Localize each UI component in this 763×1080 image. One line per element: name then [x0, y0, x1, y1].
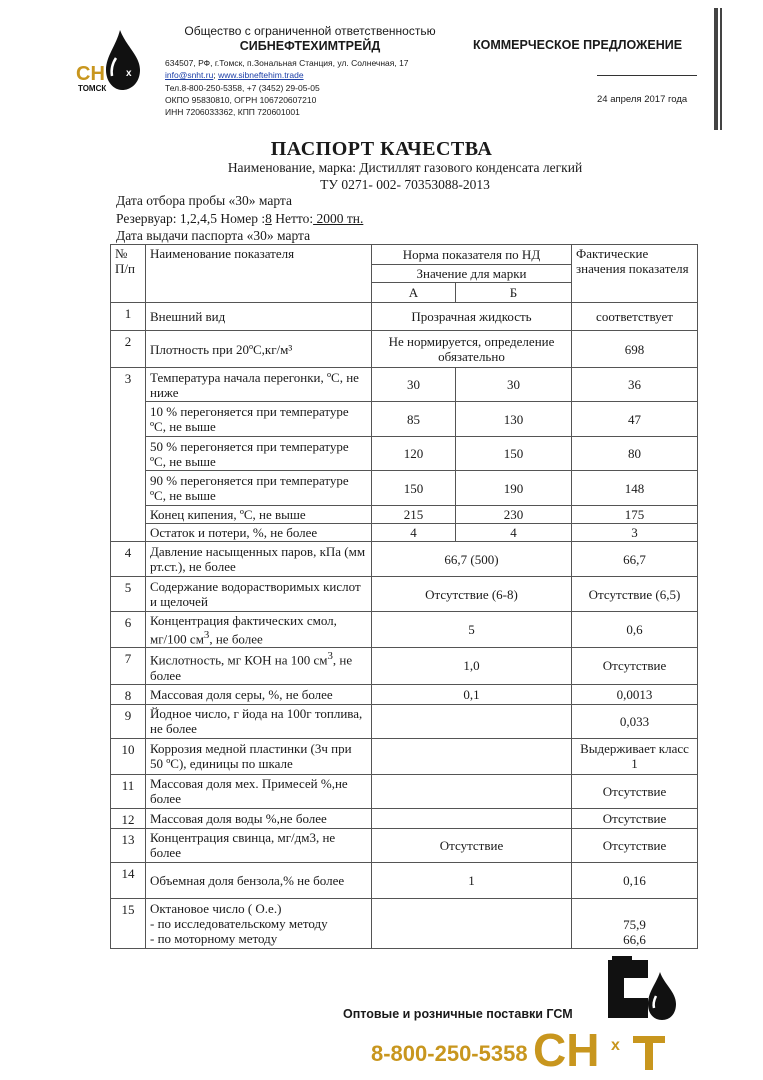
netto-label: Нетто:: [271, 211, 314, 226]
row-fact: 3: [572, 524, 698, 542]
row-norm: Прозрачная жидкость: [372, 303, 572, 331]
company-contacts-line: [165, 70, 304, 81]
row-name: Йодное число, г йода на 100г топлива, не более: [146, 704, 372, 738]
row-name: Массовая доля серы, %, не более: [146, 684, 372, 704]
row-value-a: 4: [372, 524, 456, 542]
row-norm: 1: [372, 862, 572, 898]
row-fact-research: 75,9: [623, 916, 646, 932]
table-row: [111, 577, 698, 612]
row-fact-motor: 66,6: [623, 931, 646, 947]
header-norm: Норма показателя по НД: [372, 245, 572, 265]
row-fact: Отсутствие (6,5): [572, 577, 698, 612]
row-name: [146, 612, 372, 648]
row-fact: Отсутствие: [572, 808, 698, 828]
row-name-text: Концентрация фактических смол, мг/100 см: [150, 613, 337, 647]
row-name: Массовая доля мех. Примесей %,не более: [146, 774, 372, 808]
row-name: Конец кипения, ºС, не выше: [146, 506, 372, 524]
footer-brand-letters: CH: [533, 1024, 600, 1074]
oil-drop-icon: [106, 30, 140, 90]
row-value-a: 85: [372, 402, 456, 437]
table-row: [111, 524, 698, 542]
sample-date: Дата отбора пробы «30» марта: [116, 193, 292, 208]
row-name-superscript: 3: [203, 629, 210, 641]
table-row: [111, 542, 698, 577]
row-norm: [372, 898, 572, 948]
header-grade-a: А: [372, 283, 456, 303]
table-row: [111, 862, 698, 898]
row-num: 13: [111, 828, 146, 862]
row-value-b: 230: [456, 506, 572, 524]
offer-number-line: [597, 75, 697, 76]
header-name: Наименование показателя: [146, 245, 372, 303]
tank-line: [116, 211, 363, 227]
email-link[interactable]: info@snht.ru: [165, 70, 214, 80]
product-tu: ТУ 0271- 002- 70353088-2013: [320, 177, 490, 192]
row-sub-research: - по исследовательскому методу: [150, 915, 328, 931]
footer-brand-logo: [533, 1022, 673, 1074]
row-name: Концентрация свинца, мг/дм3, не более: [146, 828, 372, 862]
row-sub-motor: - по моторному методу: [150, 930, 278, 946]
table-row: [111, 898, 698, 948]
row-name: Объемная доля бензола,% не более: [146, 862, 372, 898]
row-norm: [372, 704, 572, 738]
svg-text:х: х: [611, 1037, 620, 1054]
row-norm: 66,7 (500): [372, 542, 572, 577]
header-fact: Фактические значения показателя: [572, 245, 698, 303]
row-norm: [372, 738, 572, 774]
row-fact: 0,033: [572, 704, 698, 738]
row-value-b: 130: [456, 402, 572, 437]
company-brand: СИБНЕФТЕХИМТРЕЙД: [239, 39, 381, 53]
row-norm: [372, 808, 572, 828]
table-row: [111, 704, 698, 738]
row-fact: [572, 898, 698, 948]
row-name-text: Октановое число ( О.е.): [150, 900, 282, 916]
quality-table: [110, 244, 698, 949]
row-fact: 0,0013: [572, 684, 698, 704]
company-legal-form: Общество с ограниченной ответственностью: [184, 24, 436, 38]
row-name: Остаток и потери, %, не более: [146, 524, 372, 542]
table-row: [111, 648, 698, 684]
row-fact: 175: [572, 506, 698, 524]
issue-date: Дата выдачи паспорта «30» марта: [116, 228, 311, 243]
row-fact: Выдерживает класс 1: [572, 738, 698, 774]
row-name-superscript: 3: [327, 650, 333, 663]
row-num: 10: [111, 738, 146, 774]
netto-value: 2000 тн.: [313, 211, 364, 226]
fuel-drop-icon: [606, 952, 678, 1024]
row-num: 5: [111, 577, 146, 612]
product-name: Наименование, марка: Дистиллят газового конденсата легкий: [227, 160, 583, 175]
row-name: [146, 648, 372, 684]
company-phones: Тел.8-800-250-5358, +7 (3452) 29-05-05: [165, 83, 320, 93]
table-row: [111, 331, 698, 368]
row-value-b: 30: [456, 368, 572, 402]
row-num: 6: [111, 612, 146, 648]
row-value-a: 150: [372, 471, 456, 506]
row-num: 11: [111, 774, 146, 808]
row-norm: 0,1: [372, 684, 572, 704]
footer-tagline: Оптовые и розничные поставки ГСМ: [343, 1007, 573, 1021]
row-norm: 1,0: [372, 648, 572, 684]
tank-prefix: Резервуар: 1,2,4,5 Номер :: [116, 211, 266, 226]
table-row: [111, 774, 698, 808]
row-fact: Отсутствие: [572, 774, 698, 808]
row-name: [146, 898, 372, 948]
row-norm: [372, 774, 572, 808]
table-row: [111, 828, 698, 862]
website-link[interactable]: www.sibneftehim.trade: [218, 70, 304, 80]
row-num: 2: [111, 331, 146, 368]
table-row: [111, 612, 698, 648]
logo-city: ТОМСК: [78, 84, 107, 93]
row-name: Внешний вид: [146, 303, 372, 331]
company-inn: ИНН 7206033362, КПП 720601001: [165, 107, 300, 117]
table-row: [111, 437, 698, 471]
passport-title: ПАСПОРТ КАЧЕСТВА: [270, 138, 493, 160]
row-name-text: Кислотность, мг КОН на 100 см: [150, 652, 328, 668]
row-norm: Отсутствие (6-8): [372, 577, 572, 612]
row-fact: 80: [572, 437, 698, 471]
table-row: [111, 808, 698, 828]
row-fact: 0,16: [572, 862, 698, 898]
row-name: 50 % перегоняется при температуре ºС, не выше: [146, 437, 372, 471]
row-name-suffix: , не более: [209, 631, 263, 647]
row-name-suffix: , не более: [150, 652, 353, 683]
row-value-a: 215: [372, 506, 456, 524]
table-row: [111, 402, 698, 437]
row-num: 14: [111, 862, 146, 898]
row-fact: Отсутствие: [572, 648, 698, 684]
company-okpo: ОКПО 95830810, ОГРН 106720607210: [165, 95, 317, 105]
table-row: [111, 738, 698, 774]
row-fact: Отсутствие: [572, 828, 698, 862]
row-fact: 698: [572, 331, 698, 368]
row-name: Давление насыщенных паров, кПа (мм рт.ст.), не более: [146, 542, 372, 577]
row-value-a: 30: [372, 368, 456, 402]
table-row: [111, 506, 698, 524]
row-num: 15: [111, 898, 146, 948]
row-fact: 66,7: [572, 542, 698, 577]
table-row: [111, 303, 698, 331]
row-norm: Не нормируется, определение обязательно: [372, 331, 572, 368]
row-value-b: 150: [456, 437, 572, 471]
table-row: [111, 684, 698, 704]
footer-phone: 8-800-250-5358: [371, 1041, 528, 1066]
row-name: Массовая доля воды %,не более: [146, 808, 372, 828]
row-norm: Отсутствие: [372, 828, 572, 862]
decorative-bar: [714, 8, 718, 130]
row-num: 7: [111, 648, 146, 684]
row-fact: соответствует: [572, 303, 698, 331]
company-logo: [76, 28, 146, 94]
row-value-b: 190: [456, 471, 572, 506]
logo-letters: CH: [76, 63, 105, 85]
row-name: Содержание водорастворимых кислот и щелочей: [146, 577, 372, 612]
row-num: 4: [111, 542, 146, 577]
row-num: 12: [111, 808, 146, 828]
tank-number: 8: [265, 211, 272, 226]
decorative-bar: [720, 8, 722, 130]
row-num: 9: [111, 704, 146, 738]
row-value-b: 4: [456, 524, 572, 542]
row-name: Коррозия медной пластинки (3ч при 50 ºС), единицы по шкале: [146, 738, 372, 774]
row-name: 90 % перегоняется при температуре ºС, не выше: [146, 471, 372, 506]
table-row: [111, 368, 698, 402]
row-fact: 47: [572, 402, 698, 437]
header-grade-b: Б: [456, 283, 572, 303]
row-norm: 5: [372, 612, 572, 648]
header-num: № П/п: [111, 245, 146, 303]
table-header-row: [111, 245, 698, 265]
row-num: 3: [111, 368, 146, 542]
row-value-a: 120: [372, 437, 456, 471]
header-grade: Значение для марки: [372, 265, 572, 283]
offer-title: КОММЕРЧЕСКОЕ ПРЕДЛОЖЕНИЕ: [473, 38, 683, 52]
offer-date: 24 апреля 2017 года: [597, 94, 688, 105]
row-name: Температура начала перегонки, ºС, не ниже: [146, 368, 372, 402]
contacts-separator: ;: [213, 70, 219, 80]
row-name: 10 % перегоняется при температуре ºС, не выше: [146, 402, 372, 437]
row-name: Плотность при 20ºС,кг/м³: [146, 331, 372, 368]
row-num: 8: [111, 684, 146, 704]
row-fact: 148: [572, 471, 698, 506]
svg-text:х: х: [126, 68, 132, 79]
row-num: 1: [111, 303, 146, 331]
row-fact: 36: [572, 368, 698, 402]
table-row: [111, 471, 698, 506]
company-address: 634507, РФ, г.Томск, п.Зональная Станция, ул. Солнечная, 17: [165, 58, 409, 68]
row-fact: 0,6: [572, 612, 698, 648]
